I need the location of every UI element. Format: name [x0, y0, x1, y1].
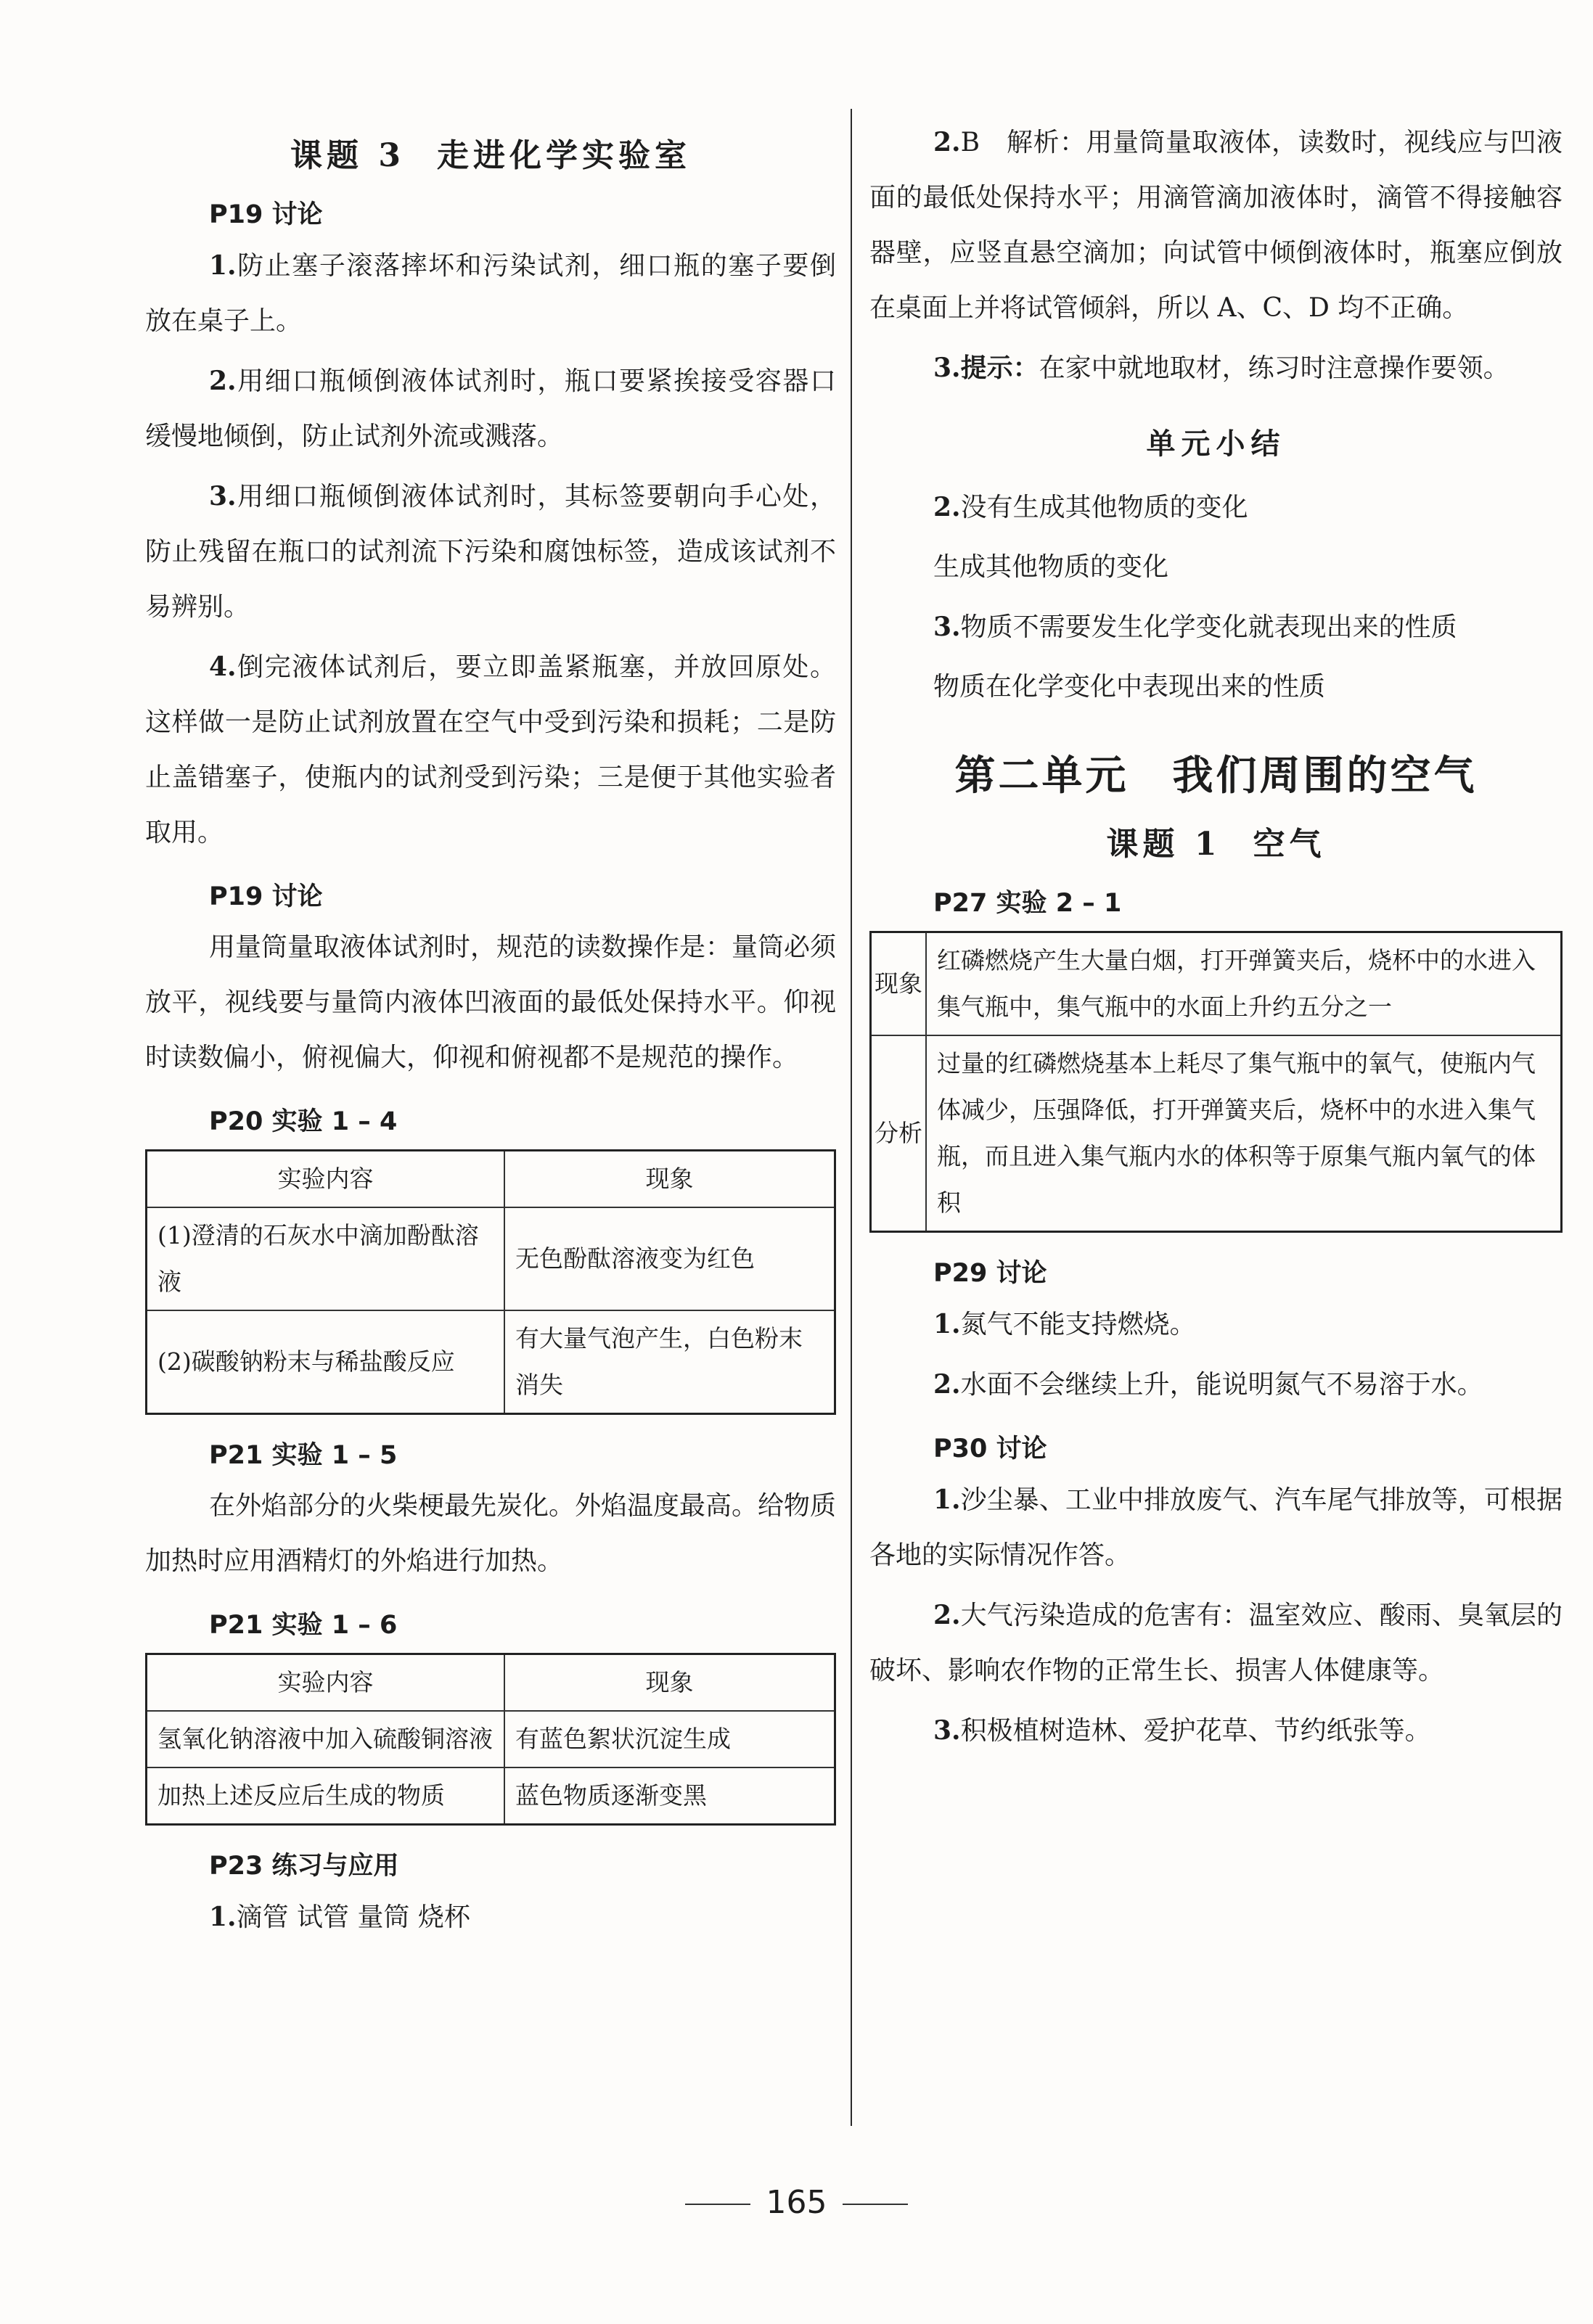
- table-cell: 过量的红磷燃烧基本上耗尽了集气瓶中的氧气，使瓶内气体减少，压强降低，打开弹簧夹后，烧杯中的水进入集气瓶，而且进入集气瓶内水的体积等于原集气瓶内氧气的体积: [926, 1035, 1562, 1232]
- table-cell: 有蓝色絮状沉淀生成: [504, 1711, 835, 1767]
- answer-item: 1.防止塞子滚落摔坏和污染试剂，细口瓶的塞子要倒放在桌子上。: [145, 250, 836, 336]
- table-cell: 氢氧化钠溶液中加入硫酸铜溶液: [147, 1711, 504, 1767]
- table-cell: (2)碳酸钠粉末与稀盐酸反应: [147, 1310, 504, 1414]
- section-heading: P23 练习与应用: [209, 1852, 399, 1881]
- section-heading: P19 讨论: [209, 882, 323, 911]
- section-heading: P30 讨论: [933, 1434, 1047, 1463]
- table-row: [871, 932, 1562, 1036]
- table-row: [147, 1310, 835, 1414]
- section-heading: P21 实验 1 – 5: [209, 1441, 398, 1470]
- table-row: [147, 1711, 835, 1767]
- summary-line: 物质在化学变化中表现出来的性质: [933, 672, 1326, 702]
- table-row: [147, 1207, 835, 1310]
- unit-name: 我们周围的空气: [1172, 752, 1478, 800]
- section-heading: P29 讨论: [933, 1259, 1047, 1288]
- column-divider: [851, 109, 852, 2126]
- answer-item: 2.用细口瓶倾倒液体试剂时，瓶口要紧挨接受容器口缓慢地倾倒，防止试剂外流或溅落。: [145, 366, 836, 451]
- experiment-table: [869, 931, 1563, 1233]
- section-heading: P20 实验 1 – 4: [209, 1107, 398, 1136]
- summary-line: 2.没有生成其他物质的变化: [933, 492, 1248, 522]
- row-label: 现象: [871, 932, 927, 1036]
- experiment-table: [145, 1149, 836, 1415]
- right-column: [869, 109, 1563, 1763]
- summary-line: 生成其他物质的变化: [933, 552, 1169, 582]
- section-heading: P21 实验 1 – 6: [209, 1611, 398, 1640]
- lesson-label: 课题 3: [290, 137, 405, 174]
- answer-item: 3.积极植树造林、爱护花草、节约纸张等。: [933, 1715, 1431, 1746]
- answer-paragraph: 用量筒量取液体试剂时，规范的读数操作是：量筒必须放平，视线要与量筒内液体凹液面的最低处保持水平。仰视时读数偏小，俯视偏大，仰视和俯视都不是规范的操作。: [145, 932, 837, 1072]
- lesson-title: [869, 818, 1563, 864]
- row-label: 分析: [871, 1035, 927, 1232]
- table-cell: 红磷燃烧产生大量白烟，打开弹簧夹后，烧杯中的水进入集气瓶中，集气瓶中的水面上升约五分之一: [926, 932, 1562, 1036]
- lesson-name: 空气: [1253, 826, 1326, 863]
- section-heading: P19 讨论: [209, 200, 323, 229]
- table-header: 实验内容: [147, 1654, 504, 1712]
- answer-item: 3.用细口瓶倾倒液体试剂时，其标签要朝向手心处，防止残留在瓶口的试剂流下污染和腐蚀标签，造成该试剂不易辨别。: [145, 481, 836, 622]
- lesson-title: [145, 129, 836, 176]
- table-cell: (1)澄清的石灰水中滴加酚酞溶液: [147, 1207, 504, 1310]
- lesson-label: 课题 1: [1106, 826, 1221, 863]
- table-cell: 无色酚酞溶液变为红色: [504, 1207, 835, 1310]
- table-cell: 蓝色物质逐渐变黑: [504, 1767, 835, 1825]
- section-heading: P27 实验 2 – 1: [933, 889, 1122, 918]
- unit-label: 第二单元: [954, 752, 1129, 800]
- table-row: [147, 1767, 835, 1825]
- answer-item: 1.滴管 试管 量筒 烧杯: [209, 1902, 470, 1932]
- answer-paragraph: 在外焰部分的火柴梗最先炭化。外焰温度最高。给物质加热时应用酒精灯的外焰进行加热。: [145, 1491, 837, 1576]
- page-number: 165: [0, 2184, 1593, 2221]
- answer-item: 3.提示：在家中就地取材，练习时注意操作要领。: [933, 353, 1510, 383]
- table-header: 实验内容: [147, 1151, 504, 1208]
- experiment-table: [145, 1653, 836, 1826]
- answer-item: 2.水面不会继续上升，能说明氮气不易溶于水。: [933, 1369, 1483, 1400]
- summary-line: 3.物质不需要发生化学变化就表现出来的性质: [933, 612, 1457, 642]
- left-column: [145, 109, 836, 1950]
- table-header: 现象: [504, 1654, 835, 1712]
- table-cell: 加热上述反应后生成的物质: [147, 1767, 504, 1825]
- table-header: 现象: [504, 1151, 835, 1208]
- answer-item: 1.沙尘暴、工业中排放废气、汽车尾气排放等，可根据各地的实际情况作答。: [869, 1485, 1563, 1570]
- answer-item: 1.氮气不能支持燃烧。: [933, 1309, 1196, 1339]
- answer-item: 4.倒完液体试剂后，要立即盖紧瓶塞，并放回原处。这样做一是防止试剂放置在空气中受到污染和损耗；二是防止盖错塞子，使瓶内的试剂受到污染；三是便于其他实验者取用。: [145, 652, 836, 847]
- unit-title: [869, 744, 1563, 802]
- lesson-name: 走进化学实验室: [436, 137, 691, 174]
- answer-item: 2.大气污染造成的危害有：温室效应、酸雨、臭氧层的破坏、影响农作物的正常生长、损害人体健康等。: [869, 1600, 1563, 1685]
- unit-summary-title: 单元小结: [1146, 427, 1286, 461]
- answer-item: 2.B 解析：用量筒量取液体，读数时，视线应与凹液面的最低处保持水平；用滴管滴加液体时，滴管不得接触容器壁，应竖直悬空滴加；向试管中倾倒液体时，瓶塞应倒放在桌面上并将试管倾斜，所以 A、C、D 均不正确。: [869, 127, 1563, 323]
- table-cell: 有大量气泡产生，白色粉末消失: [504, 1310, 835, 1414]
- table-row: [871, 1035, 1562, 1232]
